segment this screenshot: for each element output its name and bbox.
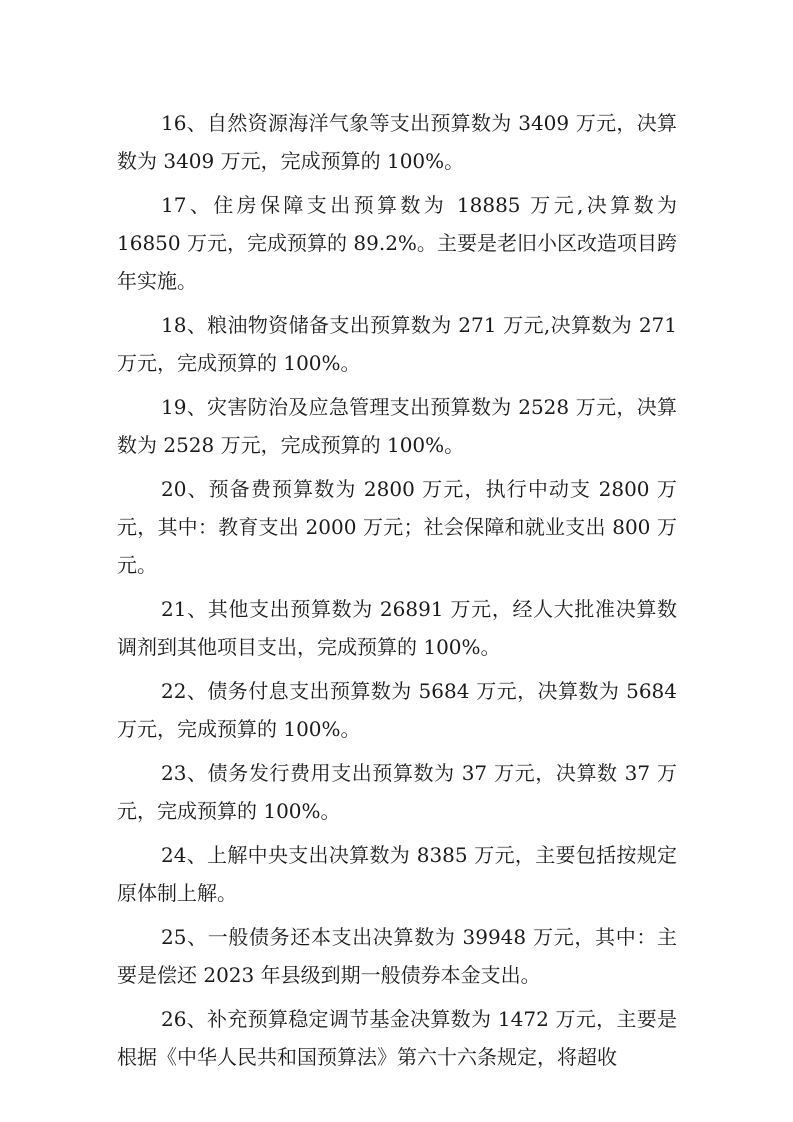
paragraph-25: 25、一般债务还本支出决算数为 39948 万元，其中：主要是偿还 2023 年县级到期一般债券本金支出。 — [117, 925, 677, 987]
paragraph-23: 23、债务发行费用支出预算数为 37 万元，决算数 37 万元，完成预算的 100%。 — [117, 761, 677, 823]
paragraph-22: 22、债务付息支出预算数为 5684 万元，决算数为 5684 万元，完成预算的 100%。 — [117, 679, 677, 741]
paragraph-20: 20、预备费预算数为 2800 万元，执行中动支 2800 万元，其中：教育支出 2000 万元；社会保障和就业支出 800 万元。 — [117, 477, 677, 577]
paragraph-17: 17、住房保障支出预算数为 18885 万元,决算数为 16850 万元，完成预算的 89.2%。主要是老旧小区改造项目跨年实施。 — [117, 193, 677, 293]
paragraph-21: 21、其他支出预算数为 26891 万元，经人大批准决算数调剂到其他项目支出，完成预算的 100%。 — [117, 597, 677, 659]
paragraph-26: 26、补充预算稳定调节基金决算数为 1472 万元，主要是根据《中华人民共和国预算法》第六十六条规定，将超收 — [117, 1007, 677, 1069]
paragraph-24: 24、上解中央支出决算数为 8385 万元，主要包括按规定原体制上解。 — [117, 843, 677, 905]
document-body — [117, 104, 677, 1082]
paragraph-16: 16、自然资源海洋气象等支出预算数为 3409 万元，决算数为 3409 万元，完成预算的 100%。 — [117, 111, 677, 173]
paragraph-19: 19、灾害防治及应急管理支出预算数为 2528 万元，决算数为 2528 万元，完成预算的 100%。 — [117, 395, 677, 457]
paragraph-18: 18、粮油物资储备支出预算数为 271 万元,决算数为 271 万元，完成预算的 100%。 — [117, 313, 677, 375]
